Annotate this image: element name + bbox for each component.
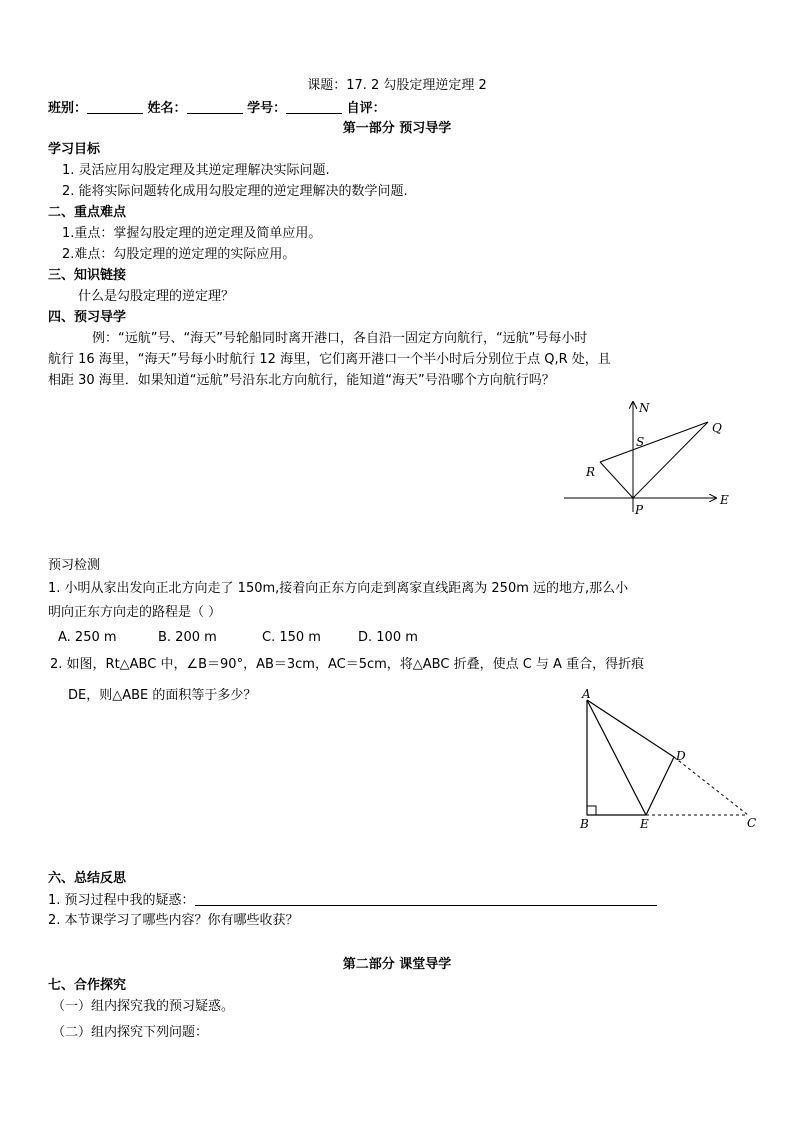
segment-rq bbox=[600, 422, 708, 462]
right-angle-mark bbox=[587, 806, 596, 815]
question2-line: DE，则△ABE 的面积等于多少？ bbox=[68, 688, 257, 703]
label-e: E bbox=[640, 817, 649, 831]
label-b: B bbox=[580, 817, 589, 831]
question1-line: 明向正东方向走的路程是（ ） bbox=[48, 605, 222, 620]
coop-item: （一）组内探究我的预习疑惑。 bbox=[52, 999, 235, 1014]
part2-title: 第二部分 课堂导学 bbox=[342, 957, 452, 972]
label-a: A bbox=[582, 688, 591, 701]
label-n: N bbox=[639, 401, 650, 415]
example-line: 相距 30 海里．如果知道“远航”号沿东北方向航行，能知道“海天”号沿哪个方向航行吗？ bbox=[48, 373, 555, 388]
self-eval-label: 自评： bbox=[346, 101, 386, 116]
link-question: 什么是勾股定理的逆定理？ bbox=[78, 289, 235, 304]
student-id-blank[interactable] bbox=[286, 99, 342, 114]
label-p: P bbox=[635, 503, 644, 517]
objective-item: 1. 灵活应用勾股定理及其逆定理解决实际问题. bbox=[62, 163, 330, 178]
keypoints-heading: 二、重点难点 bbox=[48, 205, 127, 220]
summary-item-2: 2. 本节课学习了哪些内容？你有哪些收获？ bbox=[48, 913, 299, 928]
keypoint-item: 2.难点：勾股定理的逆定理的实际应用。 bbox=[62, 247, 296, 262]
question2-line: 2. 如图，Rt△ABC 中，∠B＝90°，AB＝3cm，AC＝5cm，将△ABC 折叠，使点 C 与 A 重合，得折痕 bbox=[50, 657, 645, 672]
doubt-answer-line[interactable] bbox=[195, 891, 657, 906]
objective-item: 2. 能将实际问题转化成用勾股定理的逆定理解决的数学问题. bbox=[62, 184, 408, 199]
fold-triangle-figure bbox=[572, 688, 762, 834]
label-d: D bbox=[676, 749, 686, 763]
question1-option: D. 100 m bbox=[358, 630, 418, 645]
part1-title: 第一部分 预习导学 bbox=[342, 121, 452, 136]
label-q: Q bbox=[712, 421, 722, 435]
keypoint-item: 1.重点：掌握勾股定理的逆定理及简单应用。 bbox=[62, 226, 322, 241]
page-title: 课题：17. 2 勾股定理逆定理 2 bbox=[307, 78, 487, 93]
coop-heading: 七、合作探究 bbox=[48, 978, 127, 993]
example-line: 航行 16 海里，“海天”号每小时航行 12 海里，它们离开港口一个半小时后分别位于点 Q,R 处，且 bbox=[48, 352, 611, 367]
question1-option: B. 200 m bbox=[158, 630, 217, 645]
label-e: E bbox=[720, 493, 729, 507]
label-c: C bbox=[747, 816, 757, 830]
student-info-line bbox=[48, 99, 386, 118]
link-heading: 三、知识链接 bbox=[48, 268, 127, 283]
segment-ae bbox=[587, 700, 646, 815]
label-s: S bbox=[636, 435, 645, 449]
preview-heading: 四、预习导学 bbox=[48, 310, 127, 325]
student-id-label: 学号： bbox=[247, 101, 287, 116]
summary-item-1-label: 1. 预习过程中我的疑惑： bbox=[48, 893, 195, 908]
segment-pr bbox=[600, 462, 633, 498]
check-heading: 预习检测 bbox=[48, 558, 101, 573]
example-line: 例：“远航”号、“海天”号轮船同时离开港口，各自沿一固定方向航行，“远航”号每小时 bbox=[92, 331, 588, 346]
summary-item-1 bbox=[48, 891, 657, 910]
coop-item: （二）组内探究下列问题： bbox=[52, 1025, 209, 1040]
compass-figure bbox=[560, 396, 740, 520]
name-label: 姓名： bbox=[147, 101, 187, 116]
label-r: R bbox=[586, 465, 596, 479]
class-blank[interactable] bbox=[87, 99, 143, 114]
segment-dc bbox=[674, 757, 748, 815]
question1-line: 1. 小明从家出发向正北方向走了 150m,接着向正东方向走到离家直线距离为 250m 远的地方,那么小 bbox=[48, 581, 629, 596]
class-label: 班别： bbox=[48, 101, 88, 116]
objectives-heading: 学习目标 bbox=[48, 142, 101, 157]
summary-heading: 六、总结反思 bbox=[48, 871, 127, 886]
segment-ad bbox=[587, 700, 674, 757]
name-blank[interactable] bbox=[187, 99, 243, 114]
question1-option: A. 250 m bbox=[58, 630, 117, 645]
segment-pq bbox=[633, 422, 708, 498]
segment-de bbox=[646, 757, 674, 815]
question1-option: C. 150 m bbox=[262, 630, 321, 645]
